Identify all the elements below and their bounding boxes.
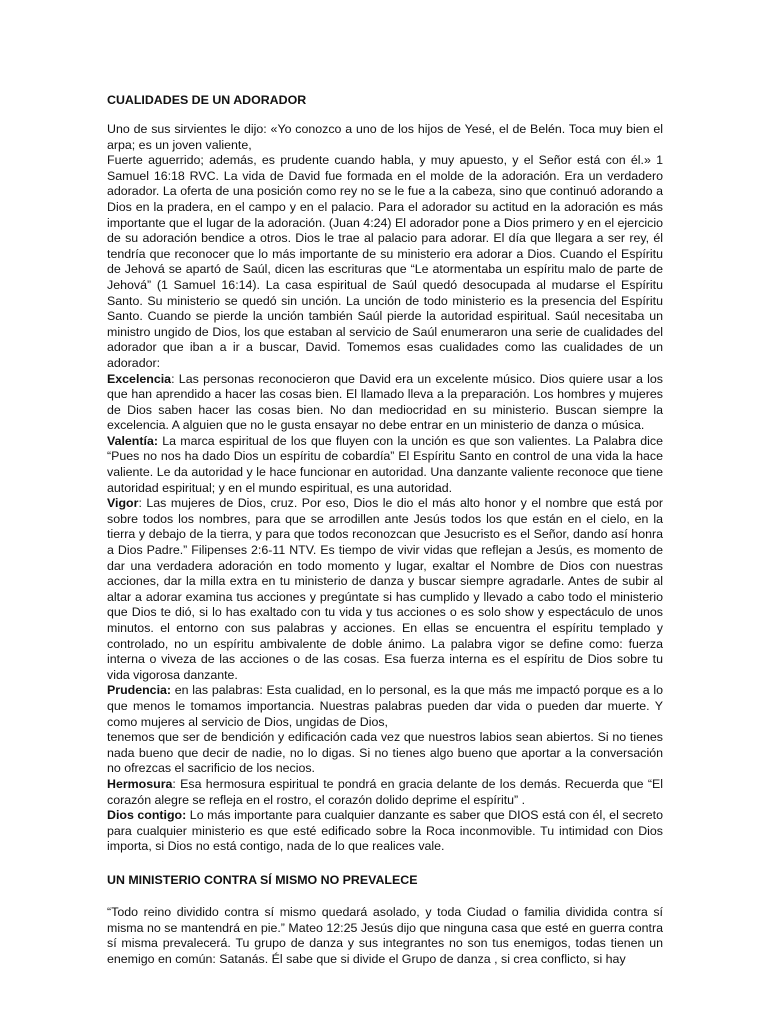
- section-title: UN MINISTERIO CONTRA SÍ MISMO NO PREVALECE: [107, 872, 418, 887]
- quality-term: Valentía:: [107, 433, 158, 448]
- section-paragraph: “Todo reino dividido contra sí mismo quedará asolado, y toda Ciudad o familia dividida contra sí misma no se mantendrá en pie.” Mateo 12:25 Jesús dijo que ninguna casa que esté en guerra contra sí misma prevalecerá. Tu grupo de danza y sus integrantes no son tus enemigos, todas tienen un enemigo en común: Satanás. Él sabe que si divide el Grupo de danza , si crea conflicto, si hay: [107, 904, 663, 966]
- intro-paragraph: [107, 122, 663, 372]
- quality-term: Dios contigo:: [107, 808, 187, 823]
- quality-prudencia: [107, 683, 663, 730]
- quality-hermosura: [107, 777, 663, 808]
- quality-prudencia-continued: tenemos que ser de bendición y edificación cada vez que nuestros labios sean abiertos. Si no tienes nada bueno que decir de nadie, no lo digas. Si no tienes algo bueno que aportar a la conversación no ofrezcas el sacrificio de los necios.: [107, 730, 663, 776]
- quality-text: : Las personas reconocieron que David era un excelente músico. Dios quiere usar a los que han aprendido a hacer las cosas bien. El llamado lleva a la preparación. Los hombres y mujeres de Dios saben hacer las cosas bien. No dan mediocridad en su ministerio. Buscan siempre la excelencia. A alguien que no le gusta ensayar no debe entrar en un ministerio de danza o música.: [107, 371, 663, 433]
- quality-text: Lo más importante para cualquier danzante es saber que DIOS está con él, el secreto para cualquier ministerio es que esté edificado sobre la Roca inconmovible. Tu intimidad con Dios importa, si Dios no está contigo, nada de lo que realices vale.: [107, 808, 664, 854]
- quality-term: Vigor: [107, 496, 139, 511]
- quality-vigor: [107, 496, 663, 683]
- quality-valentia: [107, 434, 663, 496]
- quality-text: en las palabras: Esta cualidad, en lo personal, es la que más me impactó porque es a lo que menos le tomamos importancia. Nuestras palabras pueden dar vida o pueden dar muerte. Y como mujeres al servicio de Dios, ungidas de Dios,: [107, 683, 663, 729]
- intro-line-1: Uno de sus sirvientes le dijo: «Yo conozco a uno de los hijos de Yesé, el de Belén. Toca muy bien el arpa; es un joven valiente,: [107, 122, 663, 152]
- quality-term: Hermosura: [107, 776, 173, 791]
- quality-term: Excelencia: [107, 371, 172, 386]
- quality-excelencia: [107, 372, 663, 434]
- quality-text: : Las mujeres de Dios, cruz. Por eso, Dios le dio el más alto honor y el nombre que está por sobre todos los nombres, para que se arrodillen ante Jesús todos los que están en el cielo, en la tierra y debajo de la tierra, y para que todos reconozcan que Jesucristo es el Señor, dando así honra a Dios Padre.” Filipenses 2:6-11 NTV. Es tiempo de vivir vidas que reflejan a Jesús, es momento de dar una verdadera adoración en todo momento y lugar, exaltar el Nombre de Dios con nuestras acciones, dar la milla extra en tu ministerio de danza y buscar siempre agradarle. Antes de subir al altar a adorar examina tus acciones y pregúntate si has cumplido y llevado a cabo todo el ministerio que Dios te dió, si lo has exaltado con tu vida y tus acciones o es solo show y espectáculo de unos minutos. el entorno con sus palabras y acciones. En ellas se encuentra el espíritu templado y controlado, no un espíritu ambivalente de doble ánimo. La palabra vigor se define como: fuerza interna o viveza de las acciones o de las cosas. Esa fuerza interna es el espíritu de Dios sobre tu vida vigorosa danzante.: [107, 496, 663, 682]
- quality-text: : Esa hermosura espiritual te pondrá en gracia delante de los demás. Recuerda que “El corazón alegre se refleja en el rostro, el corazón dolido deprime el espíritu” .: [107, 776, 663, 807]
- quality-term: Prudencia:: [107, 683, 172, 698]
- document-page: [107, 92, 663, 967]
- quality-dios-contigo: [107, 808, 663, 855]
- quality-text: La marca espiritual de los que fluyen con la unción es que son valientes. La Palabra dice “Pues no nos ha dado Dios un espíritu de cobardía” El Espíritu Santo en control de una vida la hace valiente. Le da autoridad y le hace funcionar en autoridad. Una danzante valiente reconoce que tiene autoridad espiritual; y en el mundo espiritual, es una autoridad.: [107, 433, 663, 495]
- intro-line-2: Fuerte aguerrido; además, es prudente cuando habla, y muy apuesto, y el Señor está con él.» 1 Samuel 16:18 RVC. La vida de David fue formada en el molde de la adoración. Era un verdadero adorador. La oferta de una posición como rey no se le fue a la cabeza, sino que continuó adorando a Dios en la pradera, en el campo y en el palacio. Para el adorador su actitud en la adoración es más importante que el lugar de la adoración. (Juan 4:24) El adorador pone a Dios primero y en el ejercicio de su adoración bendice a otros. Dios le trae al palacio para adorar. El día que llegara a ser rey, él tendría que reconocer que lo más importante de su ministerio era adorar a Dios. Cuando el Espíritu de Jehová se apartó de Saúl, dicen las escrituras que “Le atormentaba un espíritu malo de parte de Jehová” (1 Samuel 16:14). La casa espiritual de Saúl quedó desocupada al mudarse el Espíritu Santo. Su ministerio se quedó sin unción. La unción de todo ministerio es la presencia del Espíritu Santo. Cuando se pierde la unción también Saúl pierde la autoridad espiritual. Saúl necesitaba un ministro ungido de Dios, los que estaban al servicio de Saúl enumeraron una serie de cualidades del adorador que iban a ir a buscar, David. Tomemos esas cualidades como las cualidades de un adorador:: [107, 153, 663, 370]
- document-title: CUALIDADES DE UN ADORADOR: [107, 93, 307, 107]
